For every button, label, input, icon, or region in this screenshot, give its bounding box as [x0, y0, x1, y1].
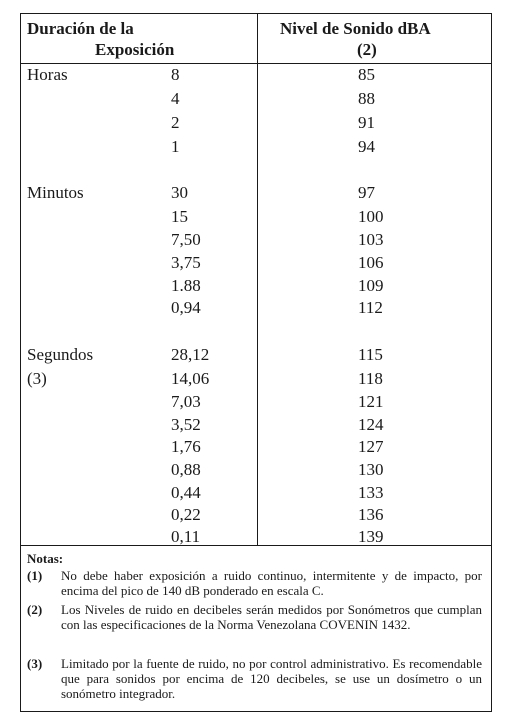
level-cell: 115 — [358, 345, 383, 364]
note-item — [27, 656, 482, 701]
duration-cell: 7,50 — [171, 230, 201, 249]
duration-cell: 14,06 — [171, 369, 210, 388]
duration-cell: 1,76 — [171, 437, 201, 456]
duration-cell: 3,75 — [171, 253, 201, 272]
duration-cell: 30 — [171, 183, 188, 202]
duration-cell: 15 — [171, 207, 188, 226]
level-cell: 136 — [358, 505, 384, 524]
unit-label-minutes: Minutos — [27, 183, 84, 202]
notes-title: Notas: — [27, 551, 64, 566]
duration-cell: 8 — [171, 65, 180, 84]
duration-cell: 0,94 — [171, 298, 201, 317]
note-text: No debe haber exposición a ruido continuo, intermitente y de impacto, por encima del pico de 140 dB ponderado en escala C. — [61, 568, 482, 598]
duration-cell: 0,44 — [171, 483, 201, 502]
notes-divider — [20, 545, 492, 546]
duration-cell: 3,52 — [171, 415, 201, 434]
unit-label-hours: Horas — [27, 65, 68, 84]
level-cell: 97 — [358, 183, 375, 202]
note-number: (2) — [27, 602, 43, 617]
duration-cell: 7,03 — [171, 392, 201, 411]
duration-cell: 4 — [171, 89, 180, 108]
level-cell: 130 — [358, 460, 384, 479]
level-cell: 109 — [358, 276, 384, 295]
header-level-line1: Nivel de Sonido dBA — [280, 19, 431, 38]
note-number: (3) — [27, 656, 43, 671]
level-cell: 118 — [358, 369, 383, 388]
level-cell: 85 — [358, 65, 375, 84]
header-divider — [20, 63, 492, 64]
duration-cell: 1.88 — [171, 276, 201, 295]
unit-note-seconds: (3) — [27, 369, 47, 388]
duration-cell: 0,11 — [171, 527, 201, 546]
duration-cell: 28,12 — [171, 345, 210, 364]
duration-cell: 0,22 — [171, 505, 201, 524]
note-text: Los Niveles de ruido en decibeles serán medidos por Sonómetros que cumplan con las especificaciones de la Norma Venezolana COVENIN 1432. — [61, 602, 482, 632]
level-cell: 133 — [358, 483, 384, 502]
level-cell: 106 — [358, 253, 384, 272]
level-cell: 124 — [358, 415, 384, 434]
level-cell: 88 — [358, 89, 375, 108]
column-divider — [257, 13, 258, 545]
duration-cell: 2 — [171, 113, 180, 132]
note-item — [27, 602, 482, 632]
note-item — [27, 568, 482, 598]
header-duration-line1: Duración de la — [27, 19, 134, 38]
duration-cell: 0,88 — [171, 460, 201, 479]
level-cell: 121 — [358, 392, 384, 411]
duration-cell: 1 — [171, 137, 180, 156]
note-number: (1) — [27, 568, 43, 583]
note-text: Limitado por la fuente de ruido, no por control administrativo. Es recomendable que para sonidos por encima de 120 decibeles, se use un dosímetro o un sonómetro integrador. — [61, 656, 482, 701]
level-cell: 112 — [358, 298, 383, 317]
level-cell: 139 — [358, 527, 384, 546]
level-cell: 91 — [358, 113, 375, 132]
level-cell: 103 — [358, 230, 384, 249]
header-duration-line2: Exposición — [95, 40, 175, 59]
level-cell: 94 — [358, 137, 375, 156]
unit-label-seconds: Segundos — [27, 345, 94, 364]
header-level-line2: (2) — [357, 40, 377, 59]
level-cell: 100 — [358, 207, 384, 226]
level-cell: 127 — [358, 437, 384, 456]
